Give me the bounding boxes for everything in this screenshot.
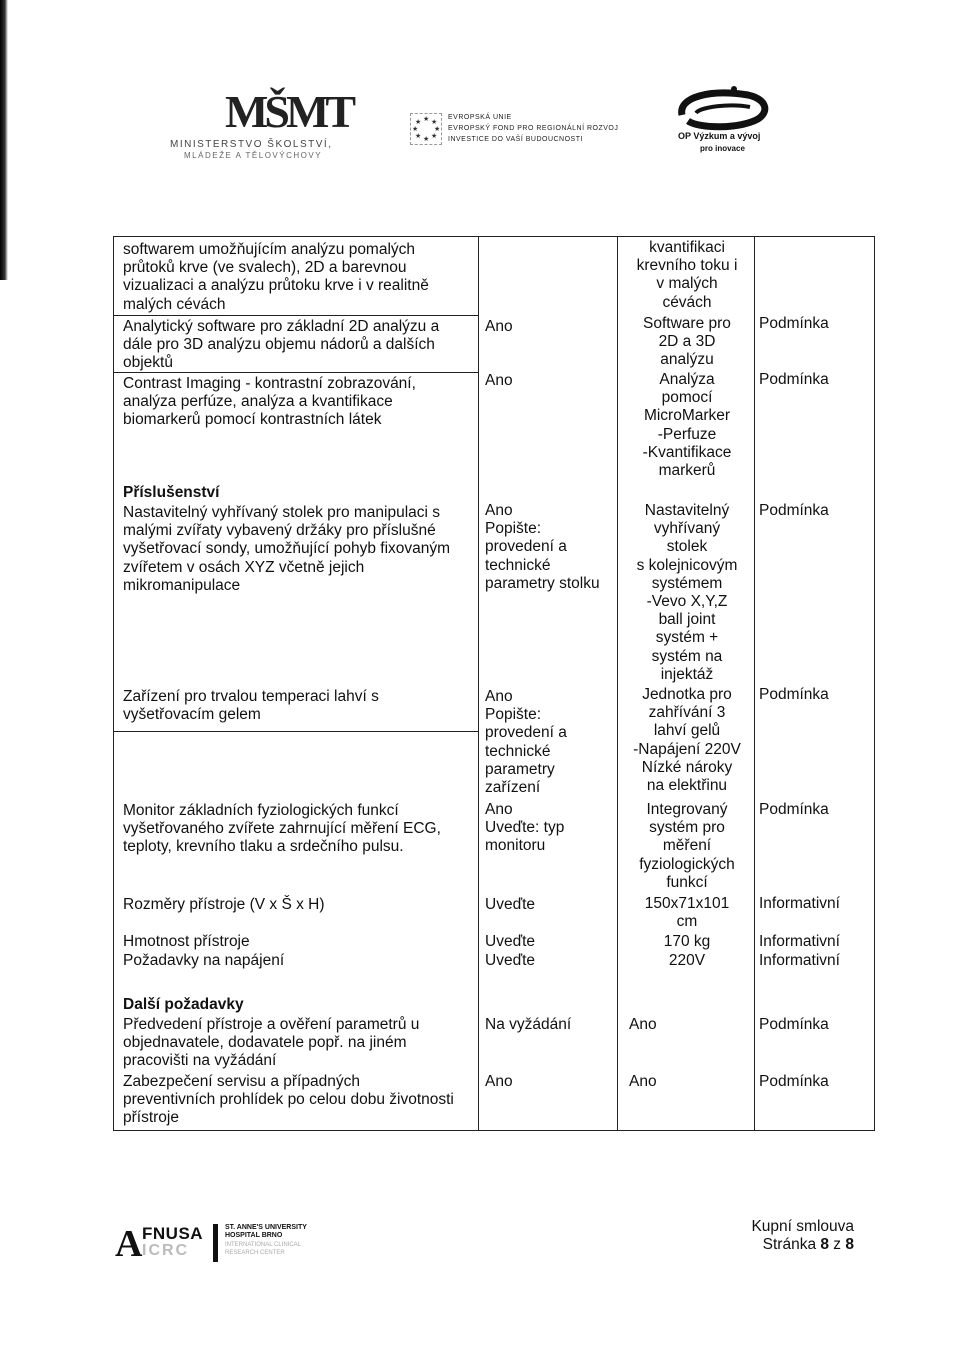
eu-flag-icon: ★ ★ ★ ★ ★ ★ ★ ★	[410, 113, 442, 145]
table-cell-offer: kvantifikaci krevního toku i v malých cévách	[636, 239, 738, 311]
table-cell-type: Informativní	[759, 895, 840, 912]
op-vavpi-logo	[670, 85, 780, 175]
section-heading-other-requirements: Další požadavky	[123, 996, 244, 1013]
specification-table	[113, 236, 875, 1131]
logo-divider	[213, 1224, 218, 1262]
table-cell-offer: 170 kg	[663, 933, 711, 950]
eu-logo-line2: EVROPSKÝ FOND PRO REGIONÁLNÍ ROZVOJ	[448, 125, 619, 132]
table-cell-answer: Ano	[485, 372, 513, 389]
table-cell-offer: Ano	[629, 1073, 657, 1090]
section-heading-accessories: Příslušenství	[123, 484, 220, 501]
table-cell-offer: Analýza pomocí MicroMarker -Perfuze -Kvantifikace markerů	[642, 371, 732, 480]
table-cell-answer: Ano	[485, 318, 513, 335]
table-cell-type: Podmínka	[759, 315, 829, 332]
table-cell-requirement: Požadavky na napájení	[123, 952, 285, 969]
eu-logo-line3: INVESTICE DO VAŠÍ BUDOUCNOSTI	[448, 136, 583, 143]
table-cell-offer: Software pro 2D a 3D analýzu	[643, 315, 731, 369]
table-cell-type: Informativní	[759, 933, 840, 950]
table-cell-answer: Uveďte	[485, 952, 536, 969]
table-cell-answer: Ano Uveďte: typ monitoru	[485, 801, 565, 855]
scan-edge-mark	[0, 0, 8, 280]
eu-logo-line1: EVROPSKÁ UNIE	[448, 114, 512, 121]
table-cell-offer: 150x71x101 cm	[644, 895, 730, 931]
table-cell-answer: Na vyžádání	[485, 1016, 572, 1033]
table-cell-answer: Ano Popište: provedení a technické parametry zařízení	[485, 688, 567, 797]
table-cell-offer: Nastavitelný vyhřívaný stolek s kolejnicovým systémem -Vevo X,Y,Z ball joint systém + systém na injektáž	[636, 502, 738, 683]
msmt-logo-line2: MLÁDEŽE A TĚLOVÝCHOVY	[184, 151, 323, 160]
op-logo-line1: OP Výzkum a vývoj	[678, 131, 761, 141]
fnusa-logo-mark: A	[115, 1223, 143, 1265]
eu-logo	[410, 113, 630, 153]
logo-subtitle-1: ST. ANNE'S UNIVERSITY	[225, 1224, 307, 1231]
logo-subtitle-4: RESEARCH CENTER	[225, 1250, 285, 1256]
logo-subtitle-3: INTERNATIONAL CLINICAL	[225, 1242, 302, 1248]
table-cell-requirement: Monitor základních fyziologických funkcí vyšetřovaného zvířete zahrnující měření ECG, teploty, krevního tlaku a srdečního pulsu.	[123, 802, 441, 856]
table-cell-offer: Ano	[629, 1016, 657, 1033]
table-cell-answer: Uveďte	[485, 933, 536, 950]
table-cell-requirement: Předvedení přístroje a ověření parametrů u objednavatele, dodavatele popř. na jiném pracovišti na vyžádání	[123, 1016, 420, 1070]
table-cell-requirement: Rozměry přístroje (V x Š x H)	[123, 896, 325, 913]
table-cell-type: Podmínka	[759, 1016, 829, 1033]
table-cell-type: Podmínka	[759, 801, 829, 818]
msmt-logo-line1: MINISTERSTVO ŠKOLSTVÍ,	[170, 139, 333, 150]
msmt-logo-mark: MŠMT	[225, 86, 353, 137]
icrc-logo-text: ICRC	[142, 1242, 190, 1259]
table-cell-offer: 220V	[668, 952, 706, 969]
table-cell-requirement: Contrast Imaging - kontrastní zobrazování, analýza perfúze, analýza a kvantifikace biomarkerů pomocí kontrastních látek	[123, 375, 416, 429]
table-cell-requirement: Zařízení pro trvalou temperaci lahví s vyšetřovacím gelem	[123, 688, 379, 724]
fnusa-icrc-logo	[115, 1222, 335, 1267]
table-cell-requirement: Nastavitelný vyhřívaný stolek pro manipulaci s malými zvířaty vybavený držáky pro příslušné vyšetřovací sondy, umožňující pohyb fixovaným zvířetem v osách XYZ včetně jejich mikromanipulace	[123, 504, 451, 594]
table-cell-type: Podmínka	[759, 371, 829, 388]
table-cell-type: Informativní	[759, 952, 840, 969]
page-number: Stránka 8 z 8	[762, 1236, 854, 1253]
table-cell-type: Podmínka	[759, 502, 829, 519]
table-cell-requirement: softwarem umožňujícím analýzu pomalých průtoků krve (ve svalech), 2D a barevnou vizualizaci a analýzu průtoku krve i v realitně malých cévách	[123, 241, 429, 313]
op-swirl-icon	[670, 85, 780, 133]
msmt-logo	[170, 85, 370, 170]
table-cell-answer: Uveďte	[485, 896, 536, 913]
document-title: Kupní smlouva	[751, 1218, 854, 1235]
table-cell-answer: Ano Popište: provedení a technické parametry stolku	[485, 502, 600, 592]
table-cell-type: Podmínka	[759, 1073, 829, 1090]
page-info	[751, 1218, 854, 1254]
table-cell-type: Podmínka	[759, 686, 829, 703]
table-cell-answer: Ano	[485, 1073, 513, 1090]
fnusa-logo-text: FNUSA	[142, 1224, 204, 1243]
op-logo-line2: pro inovace	[700, 144, 745, 153]
table-cell-offer: Integrovaný systém pro měření fyziologických funkcí	[639, 801, 735, 891]
logo-subtitle-2: HOSPITAL BRNO	[225, 1232, 283, 1239]
table-cell-requirement: Hmotnost přístroje	[123, 933, 250, 950]
table-cell-requirement: Zabezpečení servisu a případných preventivních prohlídek po celou dobu životnosti přístroje	[123, 1073, 454, 1127]
table-cell-requirement: Analytický software pro základní 2D analýzu a dále pro 3D analýzu objemu nádorů a dalších objektů	[123, 318, 440, 372]
table-cell-offer: Jednotka pro zahřívání 3 lahví gelů -Napájení 220V Nízké nároky na elektřinu	[633, 686, 741, 795]
